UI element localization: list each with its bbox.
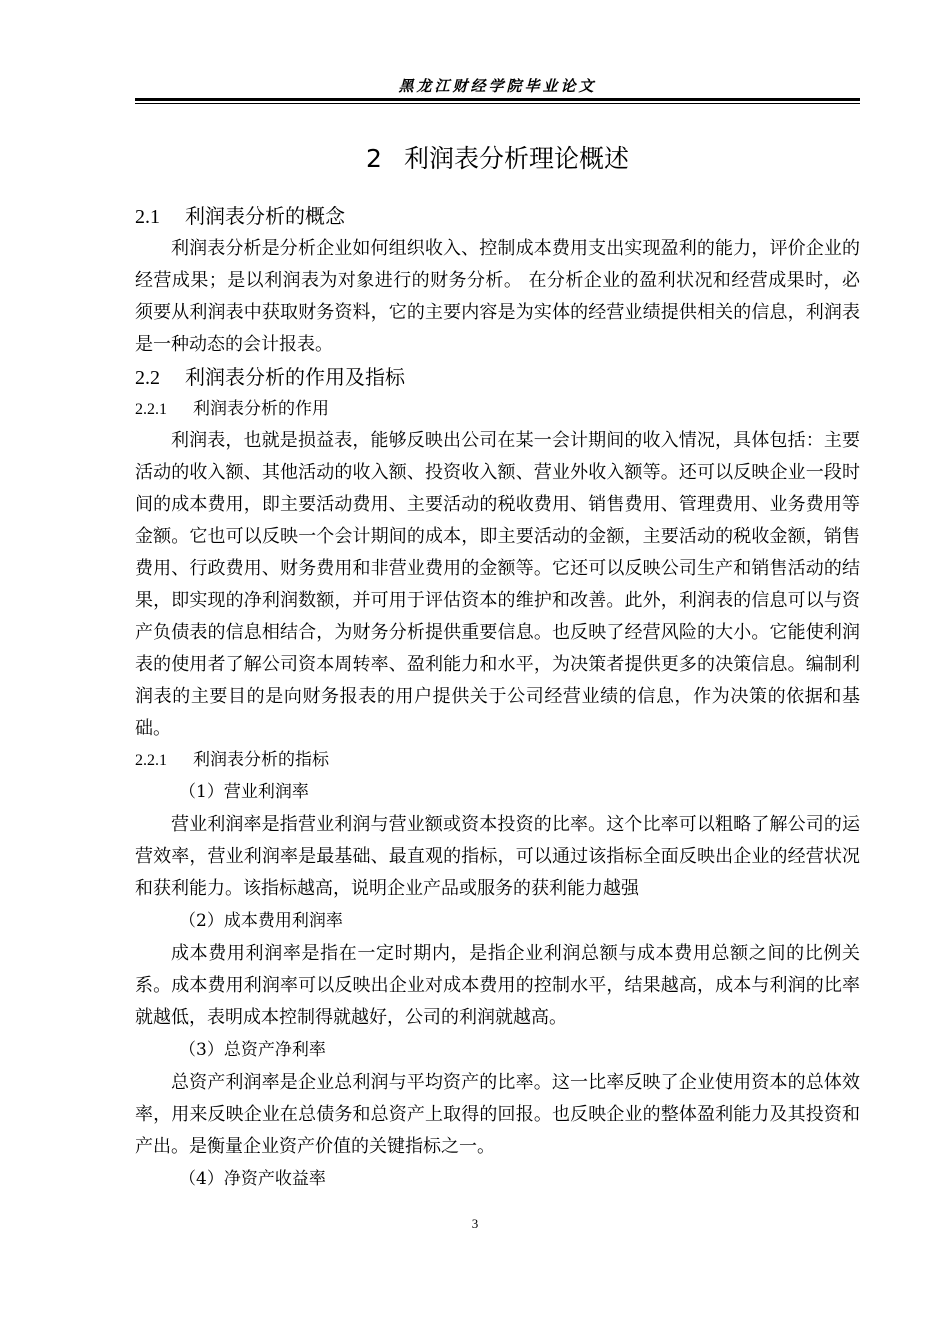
section-number: 2.1 <box>135 206 160 228</box>
subsection-number: 2.2.1 <box>135 752 167 769</box>
chapter-title <box>135 142 860 176</box>
paragraph-2-1: 利润表分析是分析企业如何组织收入、控制成本费用支出实现盈利的能力，评价企业的经营成果；是以利润表为对象进行的财务分析。 在分析企业的盈利状况和经营成果时，必须要从利润表中获取财务资料，它的主要内容是为实体的经营业绩提供相关的信息，利润表是一种动态的会计报表。 <box>135 238 860 355</box>
header-rule-thin <box>135 103 860 104</box>
indicator-label-2: （2）成本费用利润率 <box>179 911 343 931</box>
page-number: 3 <box>471 1216 479 1231</box>
subsection-title: 利润表分析的作用 <box>193 399 329 419</box>
indicator-paragraph-2: 成本费用利润率是指在一定时期内，是指企业利润总额与成本费用总额之间的比例关系。成本费用利润率可以反映出企业对成本费用的控制水平，结果越高，成本与利润的比率就越低，表明成本控制得就越好，公司的利润就越高。 <box>135 943 860 1028</box>
section-number: 2.2 <box>135 367 160 389</box>
section-heading-2-2 <box>135 361 860 394</box>
section-title: 利润表分析的概念 <box>185 204 345 228</box>
page-body <box>135 130 860 1196</box>
header-rule-thick <box>135 98 860 101</box>
indicator-label-3: （3）总资产净利率 <box>179 1040 326 1060</box>
indicator-label-4: （4）净资产收益率 <box>179 1169 326 1189</box>
chapter-number: 2 <box>366 144 382 173</box>
section-title: 利润表分析的作用及指标 <box>185 365 405 389</box>
indicator-label-1: （1）营业利润率 <box>179 782 309 802</box>
indicator-paragraph-1: 营业利润率是指营业利润与营业额或资本投资的比率。这个比率可以粗略了解公司的运营效率，营业利润率是最基础、最直观的指标，可以通过该指标全面反映出企业的经营状况和获利能力。该指标越高，说明企业产品或服务的获利能力越强 <box>135 814 860 899</box>
running-header: 黑龙江财经学院毕业论文 <box>398 77 597 95</box>
section-heading-2-1 <box>135 200 860 233</box>
indicator-paragraph-3: 总资产利润率是企业总利润与平均资产的比率。这一比率反映了企业使用资本的总体效率，用来反映企业在总债务和总资产上取得的回报。也反映企业的整体盈利能力及其投资和产出。是衡量企业资产价值的关键指标之一。 <box>135 1072 860 1157</box>
subsection-title: 利润表分析的指标 <box>193 750 329 770</box>
paragraph-2-2-1-role: 利润表，也就是损益表，能够反映出公司在某一会计期间的收入情况，具体包括：主要活动的收入额、其他活动的收入额、投资收入额、营业外收入额等。还可以反映企业一段时间的成本费用，即主要活动费用、主要活动的税收费用、销售费用、管理费用、业务费用等金额。它也可以反映一个会计期间的成本，即主要活动的金额，主要活动的税收金额，销售费用、行政费用、财务费用和非营业费用的金额等。它还可以反映公司生产和销售活动的结果，即实现的净利润数额，并可用于评估资本的维护和改善。此外，利润表的信息可以与资产负债表的信息相结合，为财务分析提供重要信息。也反映了经营风险的大小。它能使利润表的使用者了解公司资本周转率、盈利能力和水平，为决策者提供更多的决策信息。编制利润表的主要目的是向财务报表的用户提供关于公司经营业绩的信息，作为决策的依据和基础。 <box>135 430 860 739</box>
subsection-heading-2-2-1-indicators <box>135 745 860 776</box>
subsection-number: 2.2.1 <box>135 401 167 418</box>
chapter-title-text: 利润表分析理论概述 <box>403 144 629 173</box>
subsection-heading-2-2-1-role <box>135 394 860 425</box>
